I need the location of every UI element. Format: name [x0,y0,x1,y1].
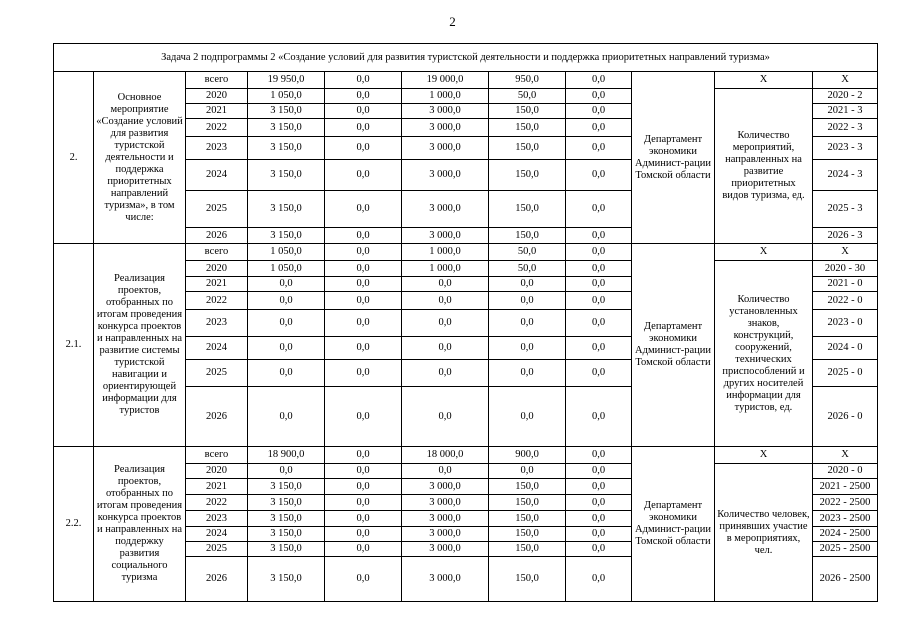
indicator-value-cell: 2022 - 3 [813,119,878,137]
section-number: 2.2. [54,447,94,602]
amount-cell: 3 000,0 [402,119,489,137]
amount-cell: 3 000,0 [402,228,489,244]
total-amount-cell: 3 150,0 [248,542,325,557]
amount-cell: 50,0 [489,89,566,104]
total-amount-cell: 1 050,0 [248,244,325,261]
amount-cell: 950,0 [489,72,566,89]
amount-cell: 150,0 [489,511,566,527]
indicator-value-cell: 2021 - 0 [813,277,878,292]
amount-cell: 0,0 [402,310,489,337]
amount-cell: 0,0 [566,447,632,464]
indicator-value-cell: 2026 - 3 [813,228,878,244]
table-row [54,244,878,261]
amount-cell: 150,0 [489,137,566,160]
amount-cell: 0,0 [325,337,402,360]
amount-cell: 0,0 [402,292,489,310]
amount-cell: 0,0 [566,137,632,160]
total-amount-cell: 3 150,0 [248,479,325,495]
amount-cell: 0,0 [566,244,632,261]
total-amount-cell: 0,0 [248,292,325,310]
year-cell: 2024 [186,527,248,542]
amount-cell: 3 000,0 [402,527,489,542]
year-cell: всего [186,244,248,261]
amount-cell: 0,0 [325,277,402,292]
total-amount-cell: 0,0 [248,387,325,447]
amount-cell: 3 000,0 [402,495,489,511]
total-amount-cell: 1 050,0 [248,261,325,277]
total-amount-cell: 3 150,0 [248,191,325,228]
amount-cell: 0,0 [566,557,632,602]
amount-cell: 0,0 [566,261,632,277]
amount-cell: 150,0 [489,104,566,119]
amount-cell: 0,0 [402,337,489,360]
amount-cell: 150,0 [489,479,566,495]
amount-cell: 0,0 [566,191,632,228]
amount-cell: 0,0 [325,119,402,137]
year-cell: 2022 [186,495,248,511]
amount-cell: 0,0 [402,277,489,292]
total-amount-cell: 0,0 [248,360,325,387]
indicator-value-cell: 2025 - 0 [813,360,878,387]
amount-cell: 0,0 [566,527,632,542]
amount-cell: 0,0 [325,228,402,244]
year-cell: 2023 [186,137,248,160]
amount-cell: 0,0 [566,387,632,447]
year-cell: 2025 [186,360,248,387]
amount-cell: 0,0 [566,89,632,104]
amount-cell: 3 000,0 [402,191,489,228]
amount-cell: 0,0 [566,511,632,527]
year-cell: всего [186,72,248,89]
indicator-name-cell: Количество установленных знаков, конструкций, сооружений, технических приспособлений и других носителей информации для туристов, ед. [715,261,813,447]
year-cell: 2020 [186,464,248,479]
amount-cell: 0,0 [566,160,632,191]
amount-cell: 0,0 [325,261,402,277]
total-amount-cell: 0,0 [248,310,325,337]
total-amount-cell: 1 050,0 [248,89,325,104]
amount-cell: 0,0 [566,72,632,89]
task-header: Задача 2 подпрограммы 2 «Создание условий для развития туристской деятельности и поддержка приоритетных направлений туризма» [54,44,878,72]
department-cell: Департамент экономики Админист-рации Томской области [632,72,715,244]
amount-cell: 150,0 [489,191,566,228]
amount-cell: 0,0 [325,244,402,261]
amount-cell: 0,0 [489,292,566,310]
year-cell: 2021 [186,277,248,292]
indicator-value-cell: 2024 - 2500 [813,527,878,542]
indicator-value-cell: 2024 - 0 [813,337,878,360]
year-cell: 2021 [186,104,248,119]
total-amount-cell: 3 150,0 [248,527,325,542]
amount-cell: 0,0 [489,464,566,479]
total-amount-cell: 0,0 [248,277,325,292]
amount-cell: 0,0 [489,387,566,447]
activity-name: Реализация проектов, отобранных по итогам проведения конкурса проектов и направленных на поддержку развития социального туризма [94,447,186,602]
amount-cell: 0,0 [325,72,402,89]
table-row [54,447,878,464]
total-amount-cell: 3 150,0 [248,228,325,244]
amount-cell: 3 000,0 [402,104,489,119]
amount-cell: 0,0 [566,337,632,360]
amount-cell: 0,0 [402,464,489,479]
indicator-value-cell: 2023 - 3 [813,137,878,160]
indicator-value-cell: 2026 - 0 [813,387,878,447]
amount-cell: 0,0 [325,495,402,511]
amount-cell: 0,0 [402,360,489,387]
amount-cell: 0,0 [566,495,632,511]
amount-cell: 0,0 [325,527,402,542]
indicator-value-cell: Х [813,244,878,261]
amount-cell: 150,0 [489,160,566,191]
amount-cell: 3 000,0 [402,479,489,495]
indicator-value-cell: 2024 - 3 [813,160,878,191]
amount-cell: 150,0 [489,228,566,244]
amount-cell: 3 000,0 [402,557,489,602]
amount-cell: 0,0 [325,542,402,557]
total-amount-cell: 0,0 [248,337,325,360]
indicator-value-cell: 2020 - 0 [813,464,878,479]
indicator-value-cell: Х [813,72,878,89]
indicator-x-cell: Х [715,244,813,261]
amount-cell: 0,0 [566,277,632,292]
amount-cell: 0,0 [325,447,402,464]
indicator-value-cell: 2025 - 3 [813,191,878,228]
amount-cell: 50,0 [489,244,566,261]
indicator-value-cell: Х [813,447,878,464]
indicator-value-cell: 2020 - 30 [813,261,878,277]
indicator-value-cell: 2023 - 2500 [813,511,878,527]
year-cell: 2025 [186,542,248,557]
amount-cell: 0,0 [325,511,402,527]
amount-cell: 0,0 [489,310,566,337]
amount-cell: 0,0 [325,310,402,337]
amount-cell: 0,0 [566,104,632,119]
total-amount-cell: 0,0 [248,464,325,479]
year-cell: 2025 [186,191,248,228]
program-table [53,43,878,602]
total-amount-cell: 3 150,0 [248,511,325,527]
amount-cell: 0,0 [402,387,489,447]
amount-cell: 19 000,0 [402,72,489,89]
amount-cell: 0,0 [566,119,632,137]
amount-cell: 3 000,0 [402,137,489,160]
year-cell: 2024 [186,160,248,191]
indicator-value-cell: 2023 - 0 [813,310,878,337]
year-cell: 2022 [186,119,248,137]
amount-cell: 18 000,0 [402,447,489,464]
year-cell: 2020 [186,261,248,277]
amount-cell: 0,0 [489,360,566,387]
department-cell: Департамент экономики Админист-рации Томской области [632,447,715,602]
amount-cell: 150,0 [489,527,566,542]
amount-cell: 0,0 [325,360,402,387]
year-cell: 2022 [186,292,248,310]
total-amount-cell: 19 950,0 [248,72,325,89]
total-amount-cell: 3 150,0 [248,495,325,511]
amount-cell: 150,0 [489,119,566,137]
amount-cell: 0,0 [325,464,402,479]
total-amount-cell: 3 150,0 [248,160,325,191]
amount-cell: 50,0 [489,261,566,277]
amount-cell: 0,0 [566,310,632,337]
amount-cell: 0,0 [325,292,402,310]
amount-cell: 0,0 [566,542,632,557]
task-header-row [54,44,878,72]
indicator-value-cell: 2025 - 2500 [813,542,878,557]
amount-cell: 0,0 [566,479,632,495]
indicator-value-cell: 2020 - 2 [813,89,878,104]
total-amount-cell: 3 150,0 [248,137,325,160]
indicator-name-cell: Количество мероприятий, направленных на развитие приоритетных видов туризма, ед. [715,89,813,244]
amount-cell: 150,0 [489,557,566,602]
total-amount-cell: 3 150,0 [248,104,325,119]
total-amount-cell: 18 900,0 [248,447,325,464]
amount-cell: 0,0 [325,137,402,160]
amount-cell: 0,0 [566,360,632,387]
year-cell: 2021 [186,479,248,495]
year-cell: 2026 [186,557,248,602]
year-cell: 2026 [186,228,248,244]
amount-cell: 0,0 [325,104,402,119]
amount-cell: 0,0 [566,464,632,479]
section-number: 2.1. [54,244,94,447]
indicator-name-cell: Количество человек, принявших участие в мероприятиях, чел. [715,464,813,602]
activity-name: Основное мероприятие «Создание условий для развития туристской деятельности и поддержка приоритетных направлений туризма», в том числе: [94,72,186,244]
amount-cell: 1 000,0 [402,261,489,277]
department-cell: Департамент экономики Админист-рации Томской области [632,244,715,447]
page-number: 2 [449,14,456,29]
amount-cell: 150,0 [489,495,566,511]
year-cell: 2024 [186,337,248,360]
indicator-value-cell: 2022 - 2500 [813,495,878,511]
amount-cell: 0,0 [325,89,402,104]
amount-cell: 0,0 [325,479,402,495]
amount-cell: 0,0 [325,557,402,602]
indicator-x-cell: Х [715,72,813,89]
activity-name: Реализация проектов, отобранных по итогам проведения конкурса проектов и направленных на развитие системы туристской навигации и ориентирующей информации для туристов [94,244,186,447]
year-cell: всего [186,447,248,464]
indicator-value-cell: 2021 - 3 [813,104,878,119]
table-row [54,72,878,89]
amount-cell: 3 000,0 [402,511,489,527]
amount-cell: 3 000,0 [402,542,489,557]
year-cell: 2020 [186,89,248,104]
amount-cell: 0,0 [489,277,566,292]
year-cell: 2023 [186,310,248,337]
amount-cell: 150,0 [489,542,566,557]
indicator-value-cell: 2026 - 2500 [813,557,878,602]
total-amount-cell: 3 150,0 [248,119,325,137]
amount-cell: 1 000,0 [402,89,489,104]
amount-cell: 3 000,0 [402,160,489,191]
year-cell: 2023 [186,511,248,527]
amount-cell: 0,0 [325,191,402,228]
amount-cell: 900,0 [489,447,566,464]
indicator-x-cell: Х [715,447,813,464]
section-number: 2. [54,72,94,244]
total-amount-cell: 3 150,0 [248,557,325,602]
amount-cell: 0,0 [325,160,402,191]
amount-cell: 0,0 [566,228,632,244]
amount-cell: 0,0 [566,292,632,310]
amount-cell: 0,0 [325,387,402,447]
amount-cell: 0,0 [489,337,566,360]
amount-cell: 1 000,0 [402,244,489,261]
indicator-value-cell: 2022 - 0 [813,292,878,310]
indicator-value-cell: 2021 - 2500 [813,479,878,495]
year-cell: 2026 [186,387,248,447]
